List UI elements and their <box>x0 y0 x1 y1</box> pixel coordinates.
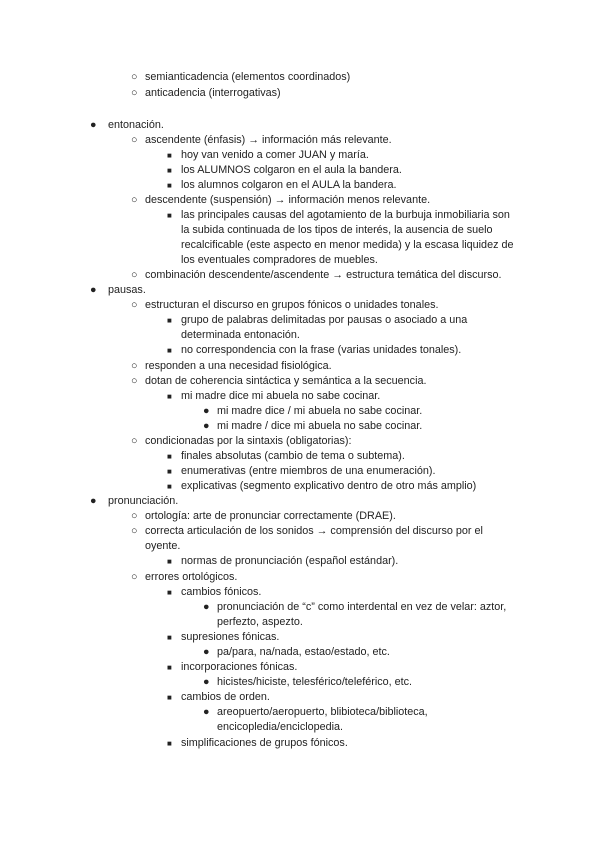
list-item <box>131 298 439 313</box>
list-item <box>203 404 423 419</box>
list-item <box>90 494 179 509</box>
list-item <box>181 253 378 268</box>
bullet-icon: ■ <box>167 452 172 461</box>
list-item-text: perfezto, aspezto. <box>217 616 303 628</box>
list-item <box>181 223 493 238</box>
bullet-icon: ■ <box>167 346 172 355</box>
list-item-text: semianticadencia (elementos coordinados) <box>145 71 351 83</box>
list-item <box>167 389 381 404</box>
list-item-text: cambios fónicos. <box>181 586 262 598</box>
list-item <box>131 70 351 85</box>
bullet-icon: ○ <box>131 375 138 387</box>
list-item <box>167 630 280 645</box>
list-item-text: mi madre dice / mi abuela no sabe cocinar. <box>217 405 423 417</box>
bullet-icon: ● <box>90 284 97 296</box>
list-item-text: estructuran el discurso en grupos fónicos o unidades tonales. <box>145 299 439 311</box>
bullet-icon: ■ <box>167 316 172 325</box>
list-item <box>167 178 397 193</box>
list-item-text: hicistes/hiciste, telesférico/teleférico, etc. <box>217 676 413 688</box>
bullet-icon: ● <box>203 405 210 417</box>
bullet-icon: ○ <box>131 71 138 83</box>
list-item-text: las principales causas del agotamiento de la burbuja inmobiliaria son <box>181 209 510 221</box>
list-item <box>90 283 146 298</box>
bullet-icon: ○ <box>131 299 138 311</box>
bullet-icon: ● <box>203 646 210 658</box>
list-item-text: normas de pronunciación (español estándar). <box>181 555 399 567</box>
list-item <box>203 705 428 720</box>
list-item-text: cambios de orden. <box>181 691 270 703</box>
list-item-text: hoy van venido a comer JUAN y maría. <box>181 149 369 161</box>
list-item <box>181 238 513 253</box>
list-item <box>90 118 164 133</box>
bullet-icon: ○ <box>131 360 138 372</box>
list-item-text: areopuerto/aeropuerto, blibioteca/biblioteca, <box>217 706 428 718</box>
bullet-icon: ● <box>203 420 210 432</box>
list-item-text: responden a una necesidad fisiológica. <box>145 360 332 372</box>
list-item-text: entonación. <box>108 119 164 131</box>
list-item <box>167 449 405 464</box>
list-item <box>203 600 507 615</box>
list-item <box>167 208 510 223</box>
bullet-icon: ■ <box>167 151 172 160</box>
bullet-icon: ○ <box>131 269 138 281</box>
list-item <box>131 524 483 539</box>
list-item <box>131 359 332 374</box>
list-item-text: errores ortológicos. <box>145 571 238 583</box>
list-item <box>167 690 270 705</box>
bullet-icon: ■ <box>167 588 172 597</box>
list-item <box>167 660 298 675</box>
list-item-text: los ALUMNOS colgaron en el aula la bandera. <box>181 164 402 176</box>
list-item <box>167 585 262 600</box>
list-item <box>131 570 238 585</box>
list-item-text: pronunciación de “c” como interdental en vez de velar: aztor, <box>217 601 507 613</box>
list-item-text: los alumnos colgaron en el AULA la bandera. <box>181 179 397 191</box>
list-item-text: combinación descendente/ascendente → estructura temática del discurso. <box>145 269 502 281</box>
list-item-text: dotan de coherencia sintáctica y semántica a la secuencia. <box>145 375 427 387</box>
bullet-icon: ■ <box>167 633 172 642</box>
list-item <box>167 479 477 494</box>
bullet-icon: ● <box>203 706 210 718</box>
list-item-text: oyente. <box>145 540 181 552</box>
list-item-text: supresiones fónicas. <box>181 631 280 643</box>
list-item-text: grupo de palabras delimitadas por pausas o asociado a una <box>181 314 468 326</box>
bullet-icon: ■ <box>167 392 172 401</box>
bullet-icon: ■ <box>167 663 172 672</box>
list-item <box>203 675 413 690</box>
bullet-icon: ○ <box>131 194 138 206</box>
bullet-icon: ● <box>90 119 97 131</box>
list-item <box>167 736 348 751</box>
list-item-text: anticadencia (interrogativas) <box>145 87 281 99</box>
bullet-icon: ■ <box>167 467 172 476</box>
bullet-icon: ● <box>203 601 210 613</box>
list-item-text: condicionadas por la sintaxis (obligatorias): <box>145 435 352 447</box>
bullet-icon: ■ <box>167 557 172 566</box>
list-item-text: mi madre dice mi abuela no sabe cocinar. <box>181 390 381 402</box>
list-item-text: ortología: arte de pronunciar correctamente (DRAE). <box>145 510 396 522</box>
list-item <box>131 509 396 524</box>
list-item <box>167 464 436 479</box>
bullet-icon: ■ <box>167 693 172 702</box>
list-item <box>131 86 281 101</box>
bullet-icon: ○ <box>131 435 138 447</box>
list-item-text: recalcificable (este aspecto en menor medida) y la escasa liquidez de <box>181 239 514 251</box>
list-item-text: incorporaciones fónicas. <box>181 661 298 673</box>
bullet-icon: ■ <box>167 181 172 190</box>
bullet-icon: ● <box>90 495 97 507</box>
bullet-icon: ○ <box>131 571 138 583</box>
list-item-text: pa/para, na/nada, estao/estado, etc. <box>217 646 390 658</box>
list-item-text: ascendente (énfasis) → información más relevante. <box>145 134 392 146</box>
list-item <box>203 419 423 434</box>
bullet-icon: ○ <box>131 510 138 522</box>
list-item-text: descendente (suspensión) → información menos relevante. <box>145 194 431 206</box>
list-item-text: la subida continuada de los tipos de interés, la ausencia de suelo <box>181 224 493 236</box>
list-item <box>131 133 392 148</box>
list-item <box>131 193 431 208</box>
list-item <box>217 720 343 735</box>
list-item <box>217 615 303 630</box>
list-item-text: los eventuales compradores de muebles. <box>181 254 378 266</box>
list-item <box>167 343 462 358</box>
list-item <box>131 268 502 283</box>
list-item <box>145 539 180 554</box>
list-item-text: enumerativas (entre miembros de una enumeración). <box>181 465 436 477</box>
list-item-text: pausas. <box>108 284 146 296</box>
list-item <box>167 163 402 178</box>
list-item-text: finales absolutas (cambio de tema o subtema). <box>181 450 405 462</box>
list-item <box>203 645 390 660</box>
list-item <box>181 328 300 343</box>
list-item <box>167 554 399 569</box>
list-item-text: encicopledia/enciclopedia. <box>217 721 344 733</box>
list-item <box>131 374 427 389</box>
list-item <box>131 434 352 449</box>
bullet-icon: ○ <box>131 525 138 537</box>
bullet-icon: ○ <box>131 87 138 99</box>
list-item-text: explicativas (segmento explicativo dentro de otro más amplio) <box>181 480 477 492</box>
bullet-icon: ■ <box>167 211 172 220</box>
bullet-icon: ● <box>203 676 210 688</box>
list-item-text: correcta articulación de los sonidos → comprensión del discurso por el <box>145 525 483 537</box>
list-item-text: pronunciación. <box>108 495 179 507</box>
bullet-icon: ■ <box>167 482 172 491</box>
list-item-text: mi madre / dice mi abuela no sabe cocinar. <box>217 420 423 432</box>
bullet-icon: ■ <box>167 166 172 175</box>
list-item <box>167 313 468 328</box>
list-item-text: no correspondencia con la frase (varias unidades tonales). <box>181 344 462 356</box>
list-item-text: determinada entonación. <box>181 329 300 341</box>
bullet-icon: ○ <box>131 134 138 146</box>
list-item-text: simplificaciones de grupos fónicos. <box>181 737 348 749</box>
list-item <box>167 148 369 163</box>
bullet-icon: ■ <box>167 739 172 748</box>
